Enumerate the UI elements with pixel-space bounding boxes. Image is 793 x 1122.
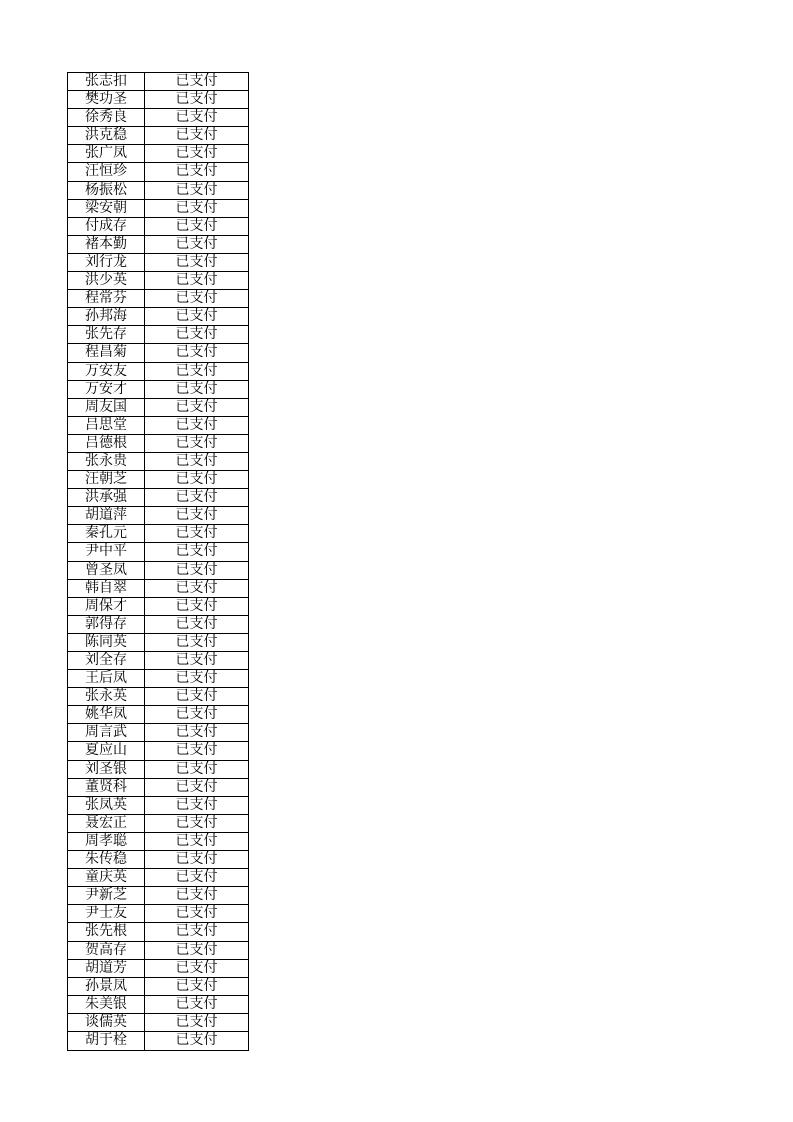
status-cell[interactable]: 已支付 <box>175 706 218 723</box>
name-cell[interactable]: 梁安朝 <box>68 200 145 217</box>
name-cell[interactable]: 曾圣凤 <box>68 562 145 579</box>
status-cell[interactable]: 已支付 <box>175 91 218 108</box>
table-row <box>68 218 248 236</box>
name-cell[interactable]: 张永英 <box>68 688 145 705</box>
name-cell[interactable]: 吕思堂 <box>68 417 145 434</box>
table-row <box>68 742 248 760</box>
name-cell[interactable]: 杨振松 <box>68 182 145 199</box>
status-cell[interactable]: 已支付 <box>175 796 218 813</box>
table-row <box>68 109 248 127</box>
status-cell[interactable]: 已支付 <box>175 814 218 831</box>
table-row <box>68 543 248 561</box>
table-row <box>68 942 248 960</box>
table-row <box>68 290 248 308</box>
name-cell[interactable]: 周保才 <box>68 598 145 615</box>
status-cell[interactable]: 已支付 <box>175 959 218 976</box>
table-row <box>68 815 248 833</box>
table-row <box>68 381 248 399</box>
name-cell[interactable]: 谈儒英 <box>68 1014 145 1031</box>
table-row <box>68 363 248 381</box>
status-cell[interactable]: 已支付 <box>175 1031 218 1048</box>
status-cell[interactable]: 已支付 <box>175 362 218 379</box>
name-cell[interactable]: 韩自翠 <box>68 580 145 597</box>
table-row <box>68 1014 248 1032</box>
name-cell[interactable]: 朱传稳 <box>68 851 145 868</box>
status-cell[interactable]: 已支付 <box>175 851 218 868</box>
table-row <box>68 670 248 688</box>
table-row <box>68 91 248 109</box>
table-row <box>68 634 248 652</box>
table-row <box>68 616 248 634</box>
name-cell[interactable]: 刘全存 <box>68 652 145 669</box>
table-row <box>68 272 248 290</box>
table-row <box>68 163 248 181</box>
status-cell[interactable]: 已支付 <box>175 73 218 89</box>
name-cell[interactable]: 胡道萍 <box>68 507 145 524</box>
table-row <box>68 182 248 200</box>
status-cell[interactable]: 已支付 <box>175 597 218 614</box>
table-row <box>68 399 248 417</box>
status-cell[interactable]: 已支付 <box>175 579 218 596</box>
status-cell[interactable]: 已支付 <box>175 923 218 940</box>
name-cell[interactable]: 张广凤 <box>68 145 145 162</box>
table-row <box>68 706 248 724</box>
name-cell[interactable]: 陈同英 <box>68 634 145 651</box>
name-cell[interactable]: 尹士友 <box>68 905 145 922</box>
name-cell[interactable]: 洪克稳 <box>68 127 145 144</box>
status-cell[interactable]: 已支付 <box>175 670 218 687</box>
table-row <box>68 435 248 453</box>
status-cell[interactable]: 已支付 <box>175 272 218 289</box>
name-cell[interactable]: 胡于栓 <box>68 1032 145 1050</box>
status-cell[interactable]: 已支付 <box>175 452 218 469</box>
table-row <box>68 344 248 362</box>
status-cell[interactable]: 已支付 <box>175 308 218 325</box>
name-cell[interactable]: 徐秀良 <box>68 109 145 126</box>
name-cell[interactable]: 万安友 <box>68 363 145 380</box>
name-cell[interactable]: 程昌菊 <box>68 344 145 361</box>
name-cell[interactable]: 周言武 <box>68 724 145 741</box>
table-row <box>68 869 248 887</box>
table-row <box>68 127 248 145</box>
status-cell[interactable]: 已支付 <box>175 489 218 506</box>
table-row <box>68 724 248 742</box>
name-cell[interactable]: 付成存 <box>68 218 145 235</box>
table-row <box>68 489 248 507</box>
status-cell[interactable]: 已支付 <box>175 543 218 560</box>
table-row <box>68 652 248 670</box>
status-cell[interactable]: 已支付 <box>175 742 218 759</box>
table-row <box>68 308 248 326</box>
table-row <box>68 688 248 706</box>
name-cell[interactable]: 汪恒珍 <box>68 163 145 180</box>
status-cell[interactable]: 已支付 <box>175 832 218 849</box>
table-row <box>68 779 248 797</box>
status-cell[interactable]: 已支付 <box>175 760 218 777</box>
name-cell[interactable]: 吕德根 <box>68 435 145 452</box>
status-cell[interactable]: 已支付 <box>175 724 218 741</box>
status-cell[interactable]: 已支付 <box>175 995 218 1012</box>
name-cell[interactable]: 樊功圣 <box>68 91 145 108</box>
table-row <box>68 923 248 941</box>
name-cell[interactable]: 张先存 <box>68 326 145 343</box>
table-row <box>68 525 248 543</box>
name-cell[interactable]: 张凤英 <box>68 797 145 814</box>
table-row <box>68 887 248 905</box>
status-cell[interactable]: 已支付 <box>175 127 218 144</box>
name-cell[interactable]: 张先根 <box>68 923 145 940</box>
status-cell[interactable]: 已支付 <box>175 778 218 795</box>
name-cell[interactable]: 郭得存 <box>68 616 145 633</box>
name-cell[interactable]: 汪朝芝 <box>68 471 145 488</box>
table-row <box>68 145 248 163</box>
status-cell[interactable]: 已支付 <box>175 615 218 632</box>
name-cell[interactable]: 周友国 <box>68 399 145 416</box>
status-cell[interactable]: 已支付 <box>175 869 218 886</box>
table-row <box>68 580 248 598</box>
name-cell[interactable]: 童庆英 <box>68 869 145 886</box>
status-cell[interactable]: 已支付 <box>175 181 218 198</box>
status-cell[interactable]: 已支付 <box>175 941 218 958</box>
status-cell[interactable]: 已支付 <box>175 688 218 705</box>
status-cell[interactable]: 已支付 <box>175 652 218 668</box>
name-cell[interactable]: 王后凤 <box>68 670 145 687</box>
name-cell[interactable]: 褚本勤 <box>68 236 145 253</box>
name-cell[interactable]: 万安才 <box>68 381 145 398</box>
status-cell[interactable]: 已支付 <box>175 253 218 270</box>
name-cell[interactable]: 聂宏正 <box>68 815 145 832</box>
table-row <box>68 73 248 91</box>
status-cell[interactable]: 已支付 <box>175 217 218 234</box>
table-row <box>68 326 248 344</box>
table-row <box>68 598 248 616</box>
table-row <box>68 453 248 471</box>
name-cell[interactable]: 朱美银 <box>68 996 145 1013</box>
table-row <box>68 417 248 435</box>
status-cell[interactable]: 已支付 <box>175 163 218 180</box>
status-cell[interactable]: 已支付 <box>175 290 218 307</box>
table-row <box>68 236 248 254</box>
status-cell[interactable]: 已支付 <box>175 109 218 126</box>
table-row <box>68 851 248 869</box>
table-row <box>68 1032 248 1050</box>
name-cell[interactable]: 洪少英 <box>68 272 145 289</box>
name-cell[interactable]: 董贤科 <box>68 779 145 796</box>
name-cell[interactable]: 张永贵 <box>68 453 145 470</box>
name-cell[interactable]: 贺高存 <box>68 942 145 959</box>
status-cell[interactable]: 已支付 <box>175 398 218 415</box>
status-cell[interactable]: 已支付 <box>175 416 218 433</box>
status-cell[interactable]: 已支付 <box>175 471 218 488</box>
table-row <box>68 200 248 218</box>
status-cell[interactable]: 已支付 <box>175 326 218 343</box>
status-cell[interactable]: 已支付 <box>175 507 218 524</box>
table-row <box>68 960 248 978</box>
table-row <box>68 507 248 525</box>
name-cell[interactable]: 孙景凤 <box>68 978 145 995</box>
status-cell[interactable]: 已支付 <box>175 235 218 252</box>
name-cell[interactable]: 夏应山 <box>68 742 145 759</box>
table-row <box>68 978 248 996</box>
status-cell[interactable]: 已支付 <box>175 380 218 397</box>
name-cell[interactable]: 秦孔元 <box>68 525 145 542</box>
name-cell[interactable]: 周孝聪 <box>68 833 145 850</box>
name-cell[interactable]: 孙邦海 <box>68 308 145 325</box>
table-row <box>68 471 248 489</box>
status-cell[interactable]: 已支付 <box>175 199 218 216</box>
name-cell[interactable]: 尹中平 <box>68 543 145 560</box>
status-cell[interactable]: 已支付 <box>175 525 218 542</box>
name-cell[interactable]: 刘行龙 <box>68 254 145 271</box>
name-cell[interactable]: 程常芬 <box>68 290 145 307</box>
name-cell[interactable]: 姚华凤 <box>68 706 145 723</box>
status-cell[interactable]: 已支付 <box>175 1013 218 1030</box>
status-cell[interactable]: 已支付 <box>175 905 218 922</box>
status-cell[interactable]: 已支付 <box>175 887 218 904</box>
status-cell[interactable]: 已支付 <box>175 145 218 162</box>
name-cell[interactable]: 尹新芝 <box>68 887 145 904</box>
table-row <box>68 761 248 779</box>
table-row <box>68 797 248 815</box>
name-cell[interactable]: 洪承强 <box>68 489 145 506</box>
status-cell[interactable]: 已支付 <box>175 344 218 361</box>
name-cell[interactable]: 张志扣 <box>68 73 145 90</box>
table-row <box>68 833 248 851</box>
table-row <box>68 562 248 580</box>
status-cell[interactable]: 已支付 <box>175 977 218 994</box>
status-cell[interactable]: 已支付 <box>175 561 218 578</box>
status-cell[interactable]: 已支付 <box>175 434 218 451</box>
table-row <box>68 996 248 1014</box>
table-row <box>68 905 248 923</box>
name-cell[interactable]: 刘圣银 <box>68 761 145 778</box>
table-row <box>68 254 248 272</box>
payment-table <box>67 72 249 1051</box>
status-cell[interactable]: 已支付 <box>175 633 218 650</box>
name-cell[interactable]: 胡道芳 <box>68 960 145 977</box>
